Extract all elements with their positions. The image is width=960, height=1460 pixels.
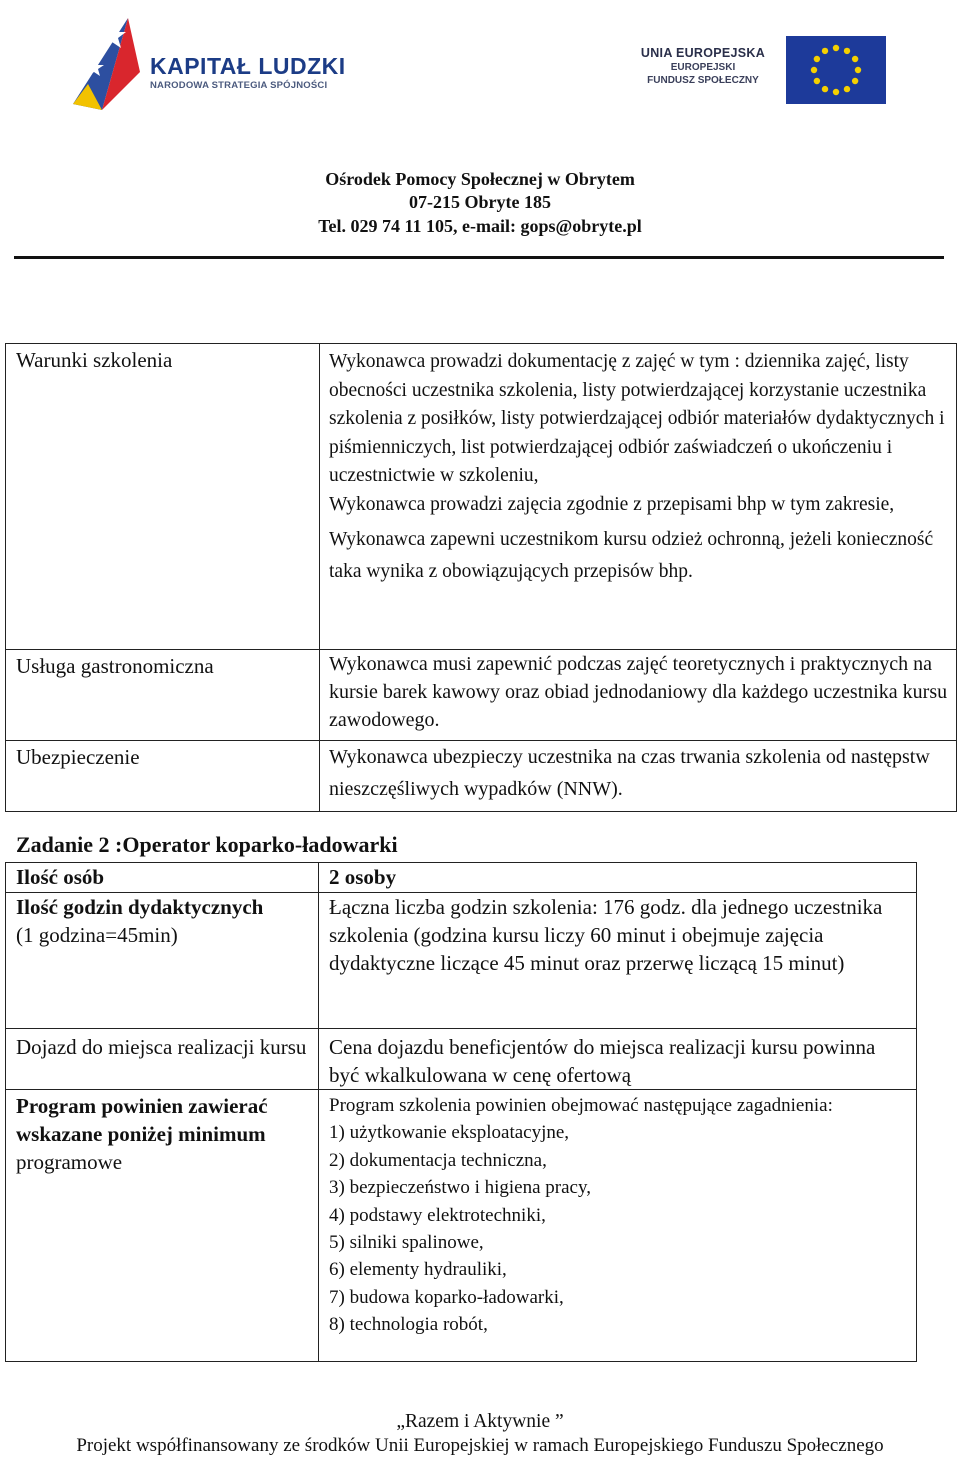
eu-star-icon (833, 89, 839, 95)
table-cell-value (319, 1090, 917, 1362)
footer-project: Projekt współfinansowany ze środków Unii Europejskiej w ramach Europejskiego Funduszu Społecznego (76, 1435, 884, 1456)
eu-star-icon (822, 86, 828, 92)
eu-logo-line2: EUROPEJSKI (670, 62, 736, 73)
eu-star-icon (814, 78, 820, 84)
persons-label: Ilość osób (16, 865, 105, 889)
eu-star-icon (833, 45, 839, 51)
table-row (6, 1090, 917, 1362)
eu-star-icon (822, 48, 828, 54)
eu-star-icon (814, 56, 820, 62)
table-cell-label: Warunki szkolenia (6, 344, 320, 650)
kapital-ludzki-logo (68, 14, 368, 114)
program-item: 8) technologia robót, (329, 1314, 488, 1336)
eu-star-icon (844, 48, 850, 54)
eu-star-icon (855, 67, 861, 73)
table-cell-label (6, 1090, 319, 1362)
eu-star-icon (844, 86, 850, 92)
institution-contact: Tel. 029 74 11 105, e-mail: gops@obryte.pl (318, 216, 642, 236)
table-row (6, 741, 957, 812)
program-label-bold: Program powinien zawierać wskazane poniżej minimum (16, 1094, 268, 1146)
program-intro: Program szkolenia powinien obejmować następujące zagadnienia: (329, 1095, 833, 1116)
table-cell-value (320, 344, 957, 650)
table-row (6, 863, 917, 893)
kapital-ludzki-name: KAPITAŁ LUDZKI (150, 53, 346, 79)
travel-value: Cena dojazdu beneficjentów do miejsca realizacji kursu powinna być wkalkulowana w cenę ofertową (319, 1029, 917, 1090)
table-cell-value (319, 863, 917, 893)
institution-address: 07-215 Obryte 185 (409, 192, 551, 212)
hours-label-note: (1 godzina=45min) (16, 923, 178, 947)
task-table (5, 862, 917, 1362)
table-row (6, 344, 957, 650)
kapital-ludzki-emblem-icon (68, 14, 158, 114)
kapital-ludzki-subtitle: NARODOWA STRATEGIA SPÓJNOŚCI (150, 80, 328, 91)
conditions-table (5, 343, 957, 812)
program-item: 7) budowa koparko-ładowarki, (329, 1286, 564, 1308)
eu-logo-line1: UNIA EUROPEJSKA (640, 46, 766, 60)
table-cell-label: Ubezpieczenie (6, 741, 320, 812)
program-item: 2) dokumentacja techniczna, (329, 1149, 547, 1171)
table-cell-label (6, 893, 319, 1029)
program-item: 5) silniki spalinowe, (329, 1232, 484, 1254)
table-cell-label (6, 863, 319, 893)
eu-logo-line3: FUNDUSZ SPOŁECZNY (647, 75, 759, 86)
training-conditions-text3: Wykonawca zapewni uczestnikom kursu odzież ochronną, jeżeli konieczność taka wynika z obowiązujących przepisów bhp. (329, 528, 934, 582)
travel-label: Dojazd do miejsca realizacji kursu (6, 1029, 319, 1090)
program-item: 6) elementy hydrauliki, (329, 1259, 507, 1281)
table-row (6, 1029, 917, 1090)
program-item: 4) podstawy elektrotechniki, (329, 1204, 546, 1226)
hours-label: Ilość godzin dydaktycznych (16, 895, 264, 919)
hours-value: Łączna liczba godzin szkolenia: 176 godz. dla jednego uczestnika szkolenia (godzina kursu liczy 60 minut i obejmuje zajęcia dydaktyczne liczące 45 minut oraz przerwę liczącą 15 minut) (319, 893, 917, 1029)
eu-logo (628, 36, 888, 106)
program-item: 3) bezpieczeństwo i higiena pracy, (329, 1177, 592, 1199)
training-conditions-text1: Wykonawca prowadzi dokumentację z zajęć w tym : dziennika zajęć, listy obecności uczestnika szkolenia, listy potwierdzającej korzystanie uczestnika szkolenia z posiłków, listy potwierdzającej odbiór materiałów dydaktycznych i piśmienniczych, list potwierdzającej odbiór zaświadczeń o ukończeniu i uczestnictwie w szkoleniu, (329, 351, 945, 487)
eu-flag-icon (786, 36, 886, 104)
program-label-rest: programowe (16, 1150, 123, 1174)
catering-text: Wykonawca musi zapewnić podczas zajęć teoretycznych i praktycznych na kursie barek kawowy oraz obiad jednodaniowy dla każdego uczestnika kursu zawodowego. (320, 650, 957, 741)
program-item: 1) użytkowanie eksploatacyjne, (329, 1122, 570, 1144)
training-conditions-text2: Wykonawca prowadzi zajęcia zgodnie z przepisami bhp w tym zakresie, (329, 493, 895, 515)
insurance-text: Wykonawca ubezpieczy uczestnika na czas trwania szkolenia od następstw nieszczęśliwych wypadków (NNW). (320, 741, 957, 812)
eu-star-icon (852, 78, 858, 84)
table-row (6, 650, 957, 741)
institution-name: Ośrodek Pomocy Społecznej w Obrytem (325, 169, 635, 189)
eu-star-icon (852, 56, 858, 62)
table-cell-label: Usługa gastronomiczna (6, 650, 320, 741)
footer-slogan: „Razem i Aktywnie ” (396, 1411, 564, 1432)
persons-value: 2 osoby (329, 865, 397, 889)
header-divider (14, 256, 944, 259)
eu-star-icon (811, 67, 817, 73)
task-title: Zadanie 2 :Operator koparko-ładowarki (16, 832, 398, 857)
table-row (6, 893, 917, 1029)
